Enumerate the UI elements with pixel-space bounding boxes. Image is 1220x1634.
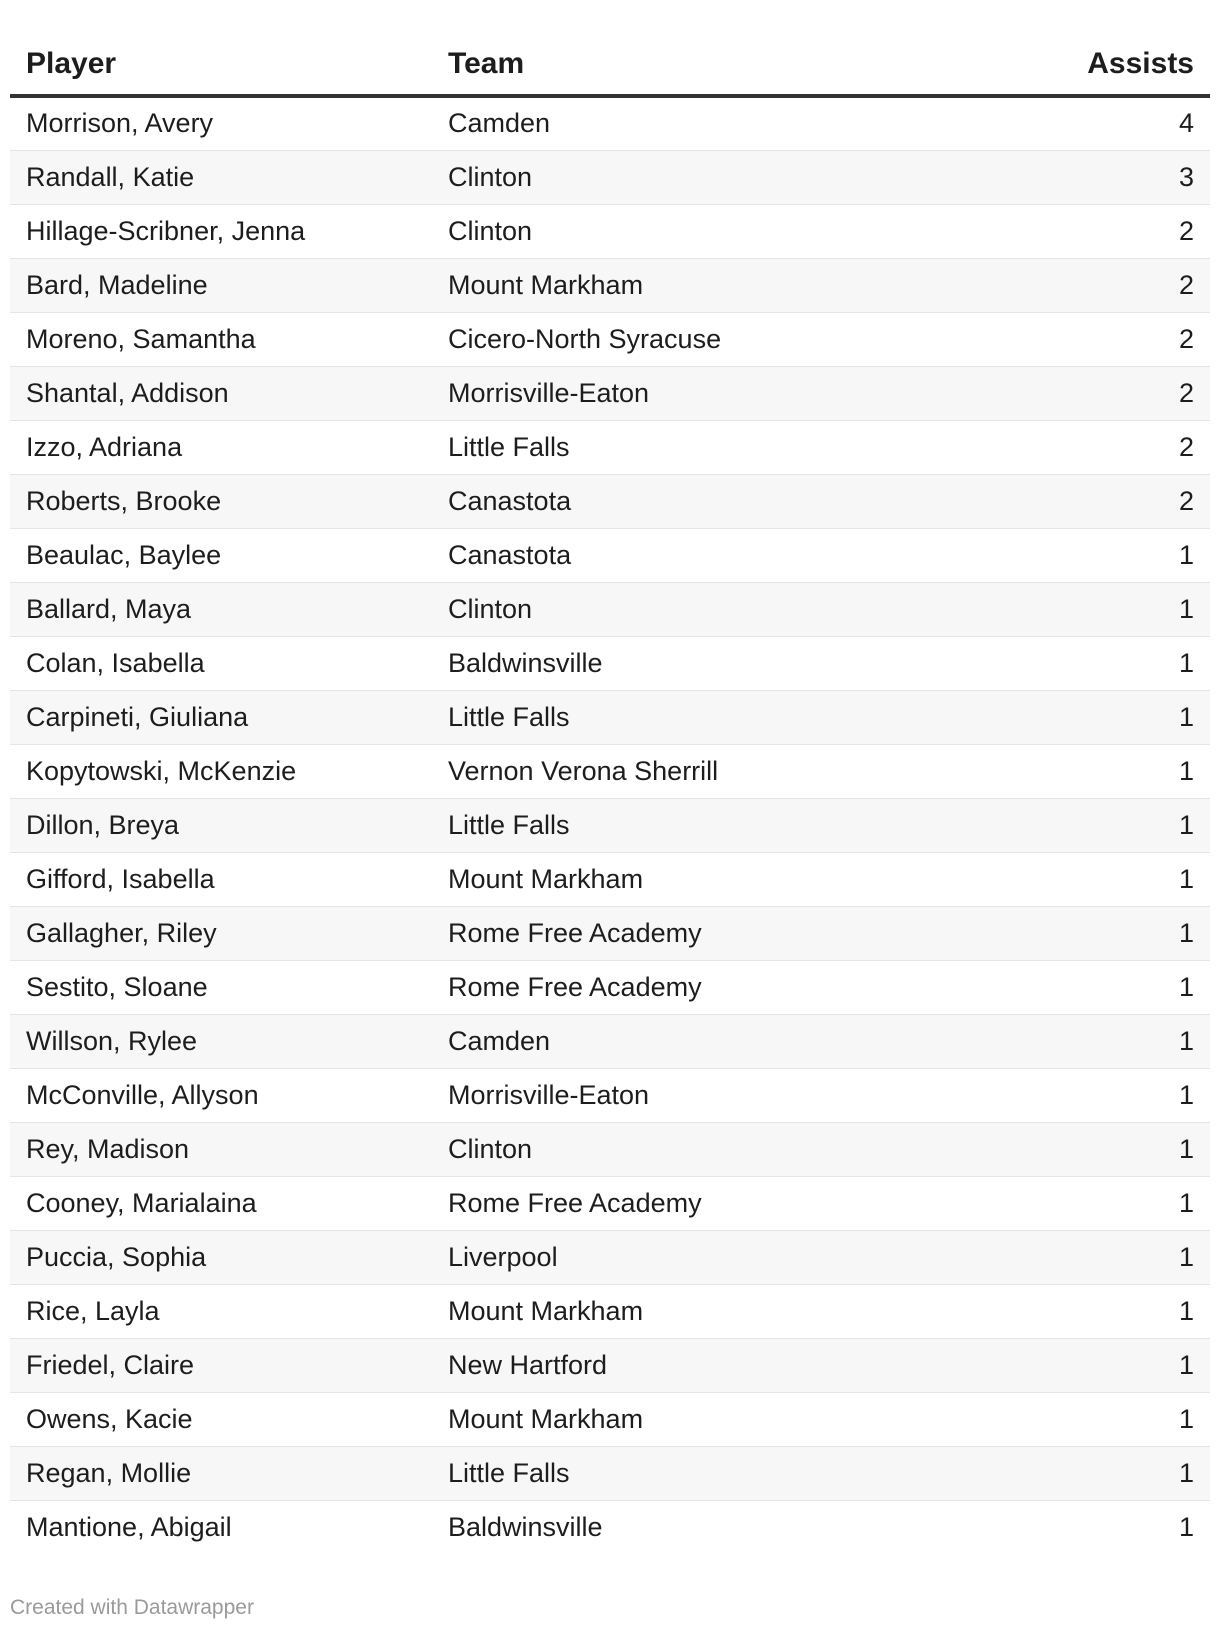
table-header: [10, 34, 1210, 96]
team-cell: Vernon Verona Sherrill: [432, 744, 932, 798]
assists-cell: 2: [932, 204, 1210, 258]
assists-cell: 1: [932, 906, 1210, 960]
datawrapper-credit: Created with Datawrapper: [10, 1596, 254, 1619]
team-cell: Little Falls: [432, 690, 932, 744]
player-cell: Rice, Layla: [10, 1284, 432, 1338]
table-row: [10, 798, 1210, 852]
assists-cell: 1: [932, 960, 1210, 1014]
player-cell: Izzo, Adriana: [10, 420, 432, 474]
assists-cell: 1: [932, 1068, 1210, 1122]
player-cell: Owens, Kacie: [10, 1392, 432, 1446]
table-row: [10, 1122, 1210, 1176]
player-cell: Willson, Rylee: [10, 1014, 432, 1068]
table-row: [10, 690, 1210, 744]
table-row: [10, 960, 1210, 1014]
team-cell: Little Falls: [432, 1446, 932, 1500]
assists-cell: 4: [932, 96, 1210, 150]
assists-cell: 1: [932, 1446, 1210, 1500]
table-row: [10, 906, 1210, 960]
player-cell: Gifford, Isabella: [10, 852, 432, 906]
assists-cell: 1: [932, 798, 1210, 852]
team-cell: Rome Free Academy: [432, 960, 932, 1014]
assists-cell: 1: [932, 636, 1210, 690]
assists-cell: 2: [932, 312, 1210, 366]
team-cell: Clinton: [432, 1122, 932, 1176]
team-cell: Liverpool: [432, 1230, 932, 1284]
assists-cell: 1: [932, 852, 1210, 906]
table-row: [10, 1068, 1210, 1122]
table-row: [10, 474, 1210, 528]
assists-cell: 1: [932, 1176, 1210, 1230]
assists-cell: 1: [932, 1122, 1210, 1176]
column-header-player[interactable]: Player: [10, 34, 432, 96]
team-cell: Rome Free Academy: [432, 906, 932, 960]
player-cell: Colan, Isabella: [10, 636, 432, 690]
table-row: [10, 96, 1210, 150]
player-cell: Randall, Katie: [10, 150, 432, 204]
assists-table: [10, 34, 1210, 1554]
team-cell: Mount Markham: [432, 1392, 932, 1446]
player-cell: Ballard, Maya: [10, 582, 432, 636]
player-cell: Gallagher, Riley: [10, 906, 432, 960]
team-cell: Camden: [432, 1014, 932, 1068]
assists-cell: 2: [932, 366, 1210, 420]
player-cell: Kopytowski, McKenzie: [10, 744, 432, 798]
assists-cell: 1: [932, 582, 1210, 636]
table-row: [10, 528, 1210, 582]
table-row: [10, 420, 1210, 474]
player-cell: Sestito, Sloane: [10, 960, 432, 1014]
player-cell: Cooney, Marialaina: [10, 1176, 432, 1230]
assists-cell: 1: [932, 1230, 1210, 1284]
team-cell: Little Falls: [432, 798, 932, 852]
assists-cell: 2: [932, 474, 1210, 528]
player-cell: Dillon, Breya: [10, 798, 432, 852]
team-cell: Mount Markham: [432, 258, 932, 312]
table-row: [10, 1284, 1210, 1338]
table-row: [10, 744, 1210, 798]
table-row: [10, 1014, 1210, 1068]
assists-cell: 1: [1178, 1511, 1194, 1542]
table-row: [10, 852, 1210, 906]
team-cell: Clinton: [432, 204, 932, 258]
team-cell: Camden: [432, 96, 932, 150]
player-cell: Puccia, Sophia: [10, 1230, 432, 1284]
player-cell: Roberts, Brooke: [10, 474, 432, 528]
player-cell: Beaulac, Baylee: [10, 528, 432, 582]
assists-cell: 1: [932, 528, 1210, 582]
table-row: [10, 312, 1210, 366]
team-cell: Cicero-North Syracuse: [432, 312, 932, 366]
player-cell: Mantione, Abigail: [26, 1511, 232, 1542]
assists-cell: 1: [932, 690, 1210, 744]
assists-cell: 3: [932, 150, 1210, 204]
player-cell: McConville, Allyson: [10, 1068, 432, 1122]
assists-cell: 1: [932, 744, 1210, 798]
assists-cell: 1: [932, 1392, 1210, 1446]
player-cell: Carpineti, Giuliana: [10, 690, 432, 744]
table-row: [10, 150, 1210, 204]
column-header-assists[interactable]: Assists: [932, 34, 1210, 96]
team-cell: Clinton: [432, 150, 932, 204]
assists-cell: 2: [932, 258, 1210, 312]
header-row: [10, 34, 1210, 96]
table-row: [10, 204, 1210, 258]
team-cell: Morrisville-Eaton: [432, 366, 932, 420]
player-cell: Moreno, Samantha: [10, 312, 432, 366]
column-header-team[interactable]: Team: [432, 34, 932, 96]
assists-cell: 1: [932, 1014, 1210, 1068]
team-cell: Baldwinsville: [432, 636, 932, 690]
team-cell: Mount Markham: [432, 1284, 932, 1338]
table-row: [10, 582, 1210, 636]
player-cell: Shantal, Addison: [10, 366, 432, 420]
table-row: [10, 1338, 1210, 1392]
table-body: [10, 96, 1210, 1554]
team-cell: Baldwinsville: [448, 1511, 603, 1542]
table-row: [10, 258, 1210, 312]
player-cell: Morrison, Avery: [10, 96, 432, 150]
table-row: [10, 1392, 1210, 1446]
team-cell: New Hartford: [432, 1338, 932, 1392]
table-row: [10, 1176, 1210, 1230]
table-row: [10, 636, 1210, 690]
assists-cell: 1: [932, 1284, 1210, 1338]
table-row: [10, 1500, 1210, 1554]
table-row: [10, 1230, 1210, 1284]
team-cell: Morrisville-Eaton: [432, 1068, 932, 1122]
player-cell: Hillage-Scribner, Jenna: [10, 204, 432, 258]
table-row: [10, 366, 1210, 420]
assists-cell: 2: [932, 420, 1210, 474]
player-cell: Friedel, Claire: [10, 1338, 432, 1392]
assists-cell: 1: [932, 1338, 1210, 1392]
team-cell: Little Falls: [432, 420, 932, 474]
team-cell: Canastota: [432, 528, 932, 582]
team-cell: Rome Free Academy: [432, 1176, 932, 1230]
player-cell: Rey, Madison: [10, 1122, 432, 1176]
player-cell: Bard, Madeline: [10, 258, 432, 312]
team-cell: Canastota: [432, 474, 932, 528]
team-cell: Mount Markham: [432, 852, 932, 906]
player-cell: Regan, Mollie: [10, 1446, 432, 1500]
table-row: [10, 1446, 1210, 1500]
team-cell: Clinton: [432, 582, 932, 636]
